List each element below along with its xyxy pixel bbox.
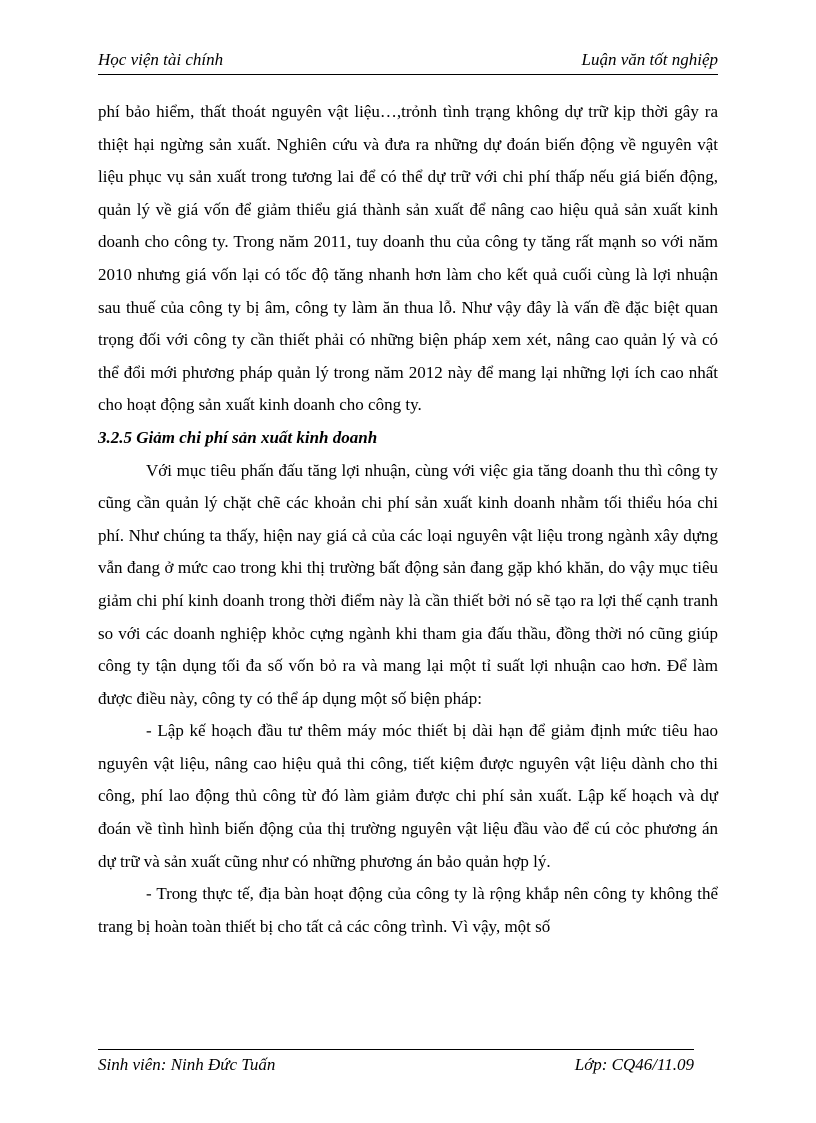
page-header [98,48,718,72]
paragraph-measure-2: - Trong thực tế, địa bàn hoạt động của công ty là rộng khắp nên công ty không thể trang bị hoàn toàn thiết bị cho tất cả các công trình. Vì vậy, một số [98,884,718,936]
header-institution: Học viện tài chính [98,50,224,69]
footer-divider [98,1049,694,1050]
section-heading: 3.2.5 Giảm chi phí sản xuất kinh doanh [98,427,378,447]
header-document-type: Luận văn tốt nghiệp [581,50,718,69]
paragraph-intro: Với mục tiêu phấn đấu tăng lợi nhuận, cùng với việc gia tăng doanh thu thì công ty cũng cần quản lý chặt chẽ các khoản chi phí sản xuất kinh doanh nhằm tối thiểu hóa chi phí. Như chúng ta thấy, hiện nay giá cả của các loại nguyên vật liệu trong ngành xây dựng vẫn đang ở mức cao trong khi thị trường bất động sản đang gặp khó khăn, do vậy mục tiêu giảm chi phí kinh doanh trong thời điểm này là cần thiết bởi nó sẽ tạo ra lợi thế cạnh tranh so với các doanh nghiệp khỏc cựng ngành khi tham gia đấu thầu, đồng thời nó cũng giúp công ty tận dụng tối đa số vốn bỏ ra và mang lại một tỉ suất lợi nhuận cao hơn. Để làm được điều này, công ty có thể áp dụng một số biện pháp: [98,460,718,708]
paragraph-continuation: phí bảo hiểm, thất thoát nguyên vật liệu…,trỏnh tình trạng không dự trữ kịp thời gây ra thiệt hại ngừng sản xuất. Nghiên cứu và đưa ra những dự đoán biến động về nguyên vật liệu phục vụ sản xuất trong tương lai để có thể dự trữ với chi phí thấp nếu giá biến động, quản lý về giá vốn để giảm thiểu giá thành sản xuất để nâng cao hiệu quả sản xuất kinh doanh cho công ty. Trong năm 2011, tuy doanh thu của công ty tăng rất mạnh so với năm 2010 nhưng giá vốn lại có tốc độ tăng nhanh hơn làm cho kết quả cuối cùng là lợi nhuận sau thuế của công ty bị âm, công ty làm ăn thua lỗ. Như vậy đây là vấn đề đặc biệt quan trọng đối với công ty cần thiết phải có những biện pháp xem xét, nâng cao quản lý và có thể đổi mới phương pháp quản lý trong năm 2012 này để mang lại những lợi ích cao nhất cho hoạt động sản xuất kinh doanh cho công ty. [98,102,718,415]
header-divider [98,74,718,75]
page-footer [98,1053,694,1077]
paragraph-measure-1: - Lập kế hoạch đầu tư thêm máy móc thiết bị dài hạn để giảm định mức tiêu hao nguyên vật liệu, nâng cao hiệu quả thi công, tiết kiệm được nguyên vật liệu dành cho thi công, phí lao động thủ công từ đó làm giảm được chi phí sản xuất. Lập kế hoạch và dự đoán về tình hình biến động của thị trường nguyên vật liệu đầu vào để cú cỏc phương án dự trữ và sản xuất cũng như có những phương án bảo quản hợp lý. [98,721,718,871]
body-text [98,96,718,943]
footer-class: Lớp: CQ46/11.09 [574,1055,694,1074]
footer-student: Sinh viên: Ninh Đức Tuấn [98,1055,276,1074]
